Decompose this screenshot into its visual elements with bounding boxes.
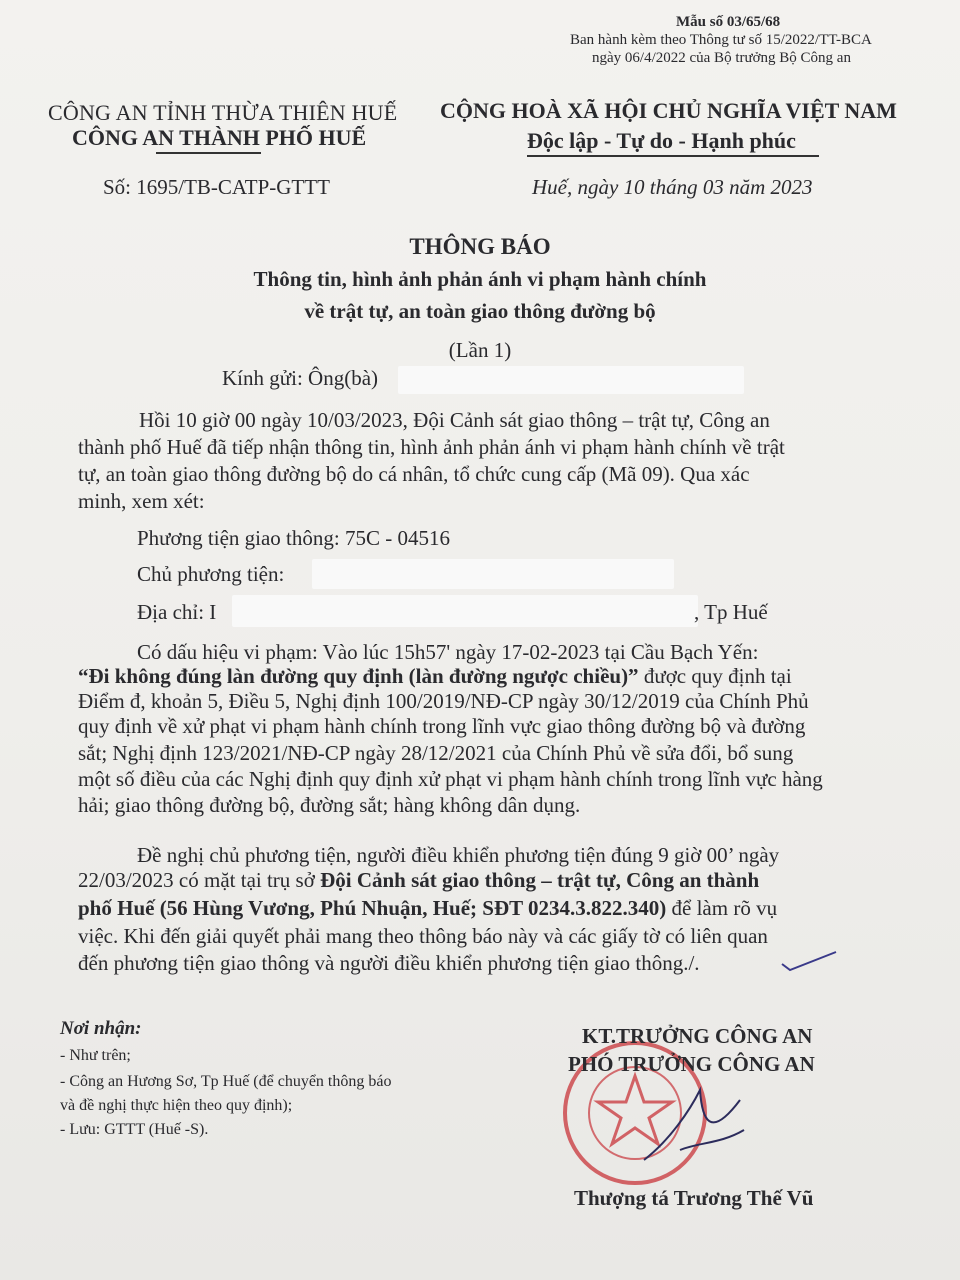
legal-basis-line: một số điều của các Nghị định quy định xử phạt vi phạm hành chính trong lĩnh vực hàng <box>78 767 823 791</box>
document-place-date: Huế, ngày 10 tháng 03 năm 2023 <box>532 175 813 199</box>
paragraph-1-line: tự, an toàn giao thông đường bộ do cá nhân, tổ chức cung cấp (Mã 09). Qua xác <box>78 462 750 486</box>
paragraph-1-line: minh, xem xét: <box>78 489 205 513</box>
request-line: việc. Khi đến giải quyết phải mang theo thông báo này và các giấy tờ có liên quan <box>78 924 768 948</box>
request-line: đến phương tiện giao thông và người điều khiển phương tiện giao thông./. <box>78 951 700 975</box>
vehicle-plate: Phương tiện giao thông: 75C - 04516 <box>137 526 450 550</box>
document-number: Số: 1695/TB-CATP-GTTT <box>103 175 330 199</box>
request-purpose: để làm rõ vụ <box>666 896 778 920</box>
recipient-line: - Như trên; <box>60 1047 131 1064</box>
nation-name: CỘNG HOÀ XÃ HỘI CHỦ NGHĨA VIỆT NAM <box>440 98 897 123</box>
paragraph-1-line: thành phố Huế đã tiếp nhận thông tin, hình ảnh phản ánh vi phạm hành chính về trật <box>78 435 785 459</box>
checkmark-icon <box>780 948 840 974</box>
recipient-line: - Lưu: GTTT (Huế -S). <box>60 1121 209 1138</box>
legal-basis-line: quy định về xử phạt vi phạm hành chính trong lĩnh vực giao thông đường bộ và đường <box>78 714 806 738</box>
legal-basis-line: hải; giao thông đường bộ, đường sắt; hàng không dân dụng. <box>78 793 581 817</box>
violation-rest: được quy định tại <box>638 664 792 688</box>
request-date: 22/03/2023 có mặt tại trụ sở <box>78 868 321 892</box>
vehicle-owner-label: Chủ phương tiện: <box>137 562 285 586</box>
recipient-line: và đề nghị thực hiện theo quy định); <box>60 1097 293 1114</box>
address-label: Địa chỉ: I <box>137 600 217 624</box>
signer-name: Thượng tá Trương Thế Vũ <box>574 1186 814 1210</box>
paragraph-1-line: Hồi 10 giờ 00 ngày 10/03/2023, Đội Cảnh sát giao thông – trật tự, Công an <box>139 408 770 432</box>
document-subtitle-1: Thông tin, hình ảnh phản ánh vi phạm hành chính <box>253 267 707 291</box>
recipients-title: Nơi nhận: <box>60 1018 142 1039</box>
agency-underline <box>156 152 261 154</box>
motto-underline <box>527 155 819 157</box>
form-issued-line: Ban hành kèm theo Thông tư số 15/2022/TT-BCA <box>570 32 872 48</box>
recipient-line: - Công an Hương Sơ, Tp Huế (để chuyển thông báo <box>60 1073 392 1090</box>
handwritten-signature <box>640 1080 750 1170</box>
signature-title-1: KT.TRƯỞNG CÔNG AN <box>582 1024 813 1048</box>
agency-name: CÔNG AN THÀNH PHỐ HUẾ <box>72 125 367 150</box>
redacted-name <box>398 366 744 394</box>
request-location: Đội Cảnh sát giao thông – trật tự, Công an thành <box>320 868 760 892</box>
redacted-address <box>232 595 698 627</box>
document-title: THÔNG BÁO <box>409 234 551 259</box>
legal-basis-line: sắt; Nghị định 123/2021/NĐ-CP ngày 28/12/2021 của Chính Phủ về sửa đổi, bổ sung <box>78 741 794 765</box>
legal-basis-line: Điểm đ, khoản 5, Điều 5, Nghị định 100/2019/NĐ-CP ngày 30/12/2019 của Chính Phủ <box>78 689 809 713</box>
document-subtitle-2: về trật tự, an toàn giao thông đường bộ <box>304 299 656 323</box>
violation-name: “Đi không đúng làn đường quy định (làn đường ngược chiều)” <box>78 664 639 688</box>
address-city: , Tp Huế <box>694 600 768 624</box>
agency-parent: CÔNG AN TỈNH THỪA THIÊN HUẾ <box>48 100 398 125</box>
document-times: (Lần 1) <box>448 338 512 362</box>
signature-title-2: PHÓ TRƯỞNG CÔNG AN <box>568 1052 815 1076</box>
form-issued-date-line: ngày 06/4/2022 của Bộ trưởng Bộ Công an <box>592 50 851 66</box>
request-address: phố Huế (56 Hùng Vương, Phú Nhuận, Huế; SĐT 0234.3.822.340) <box>78 896 667 920</box>
salutation: Kính gửi: Ông(bà) <box>222 366 379 390</box>
redacted-owner <box>312 559 674 589</box>
nation-motto: Độc lập - Tự do - Hạnh phúc <box>527 128 796 153</box>
form-number: Mẫu số 03/65/68 <box>676 14 781 30</box>
request-line: Đề nghị chủ phương tiện, người điều khiển phương tiện đúng 9 giờ 00’ ngày <box>137 843 780 867</box>
violation-intro: Có dấu hiệu vi phạm: Vào lúc 15h57' ngày 17-02-2023 tại Cầu Bạch Yến: <box>137 640 759 664</box>
